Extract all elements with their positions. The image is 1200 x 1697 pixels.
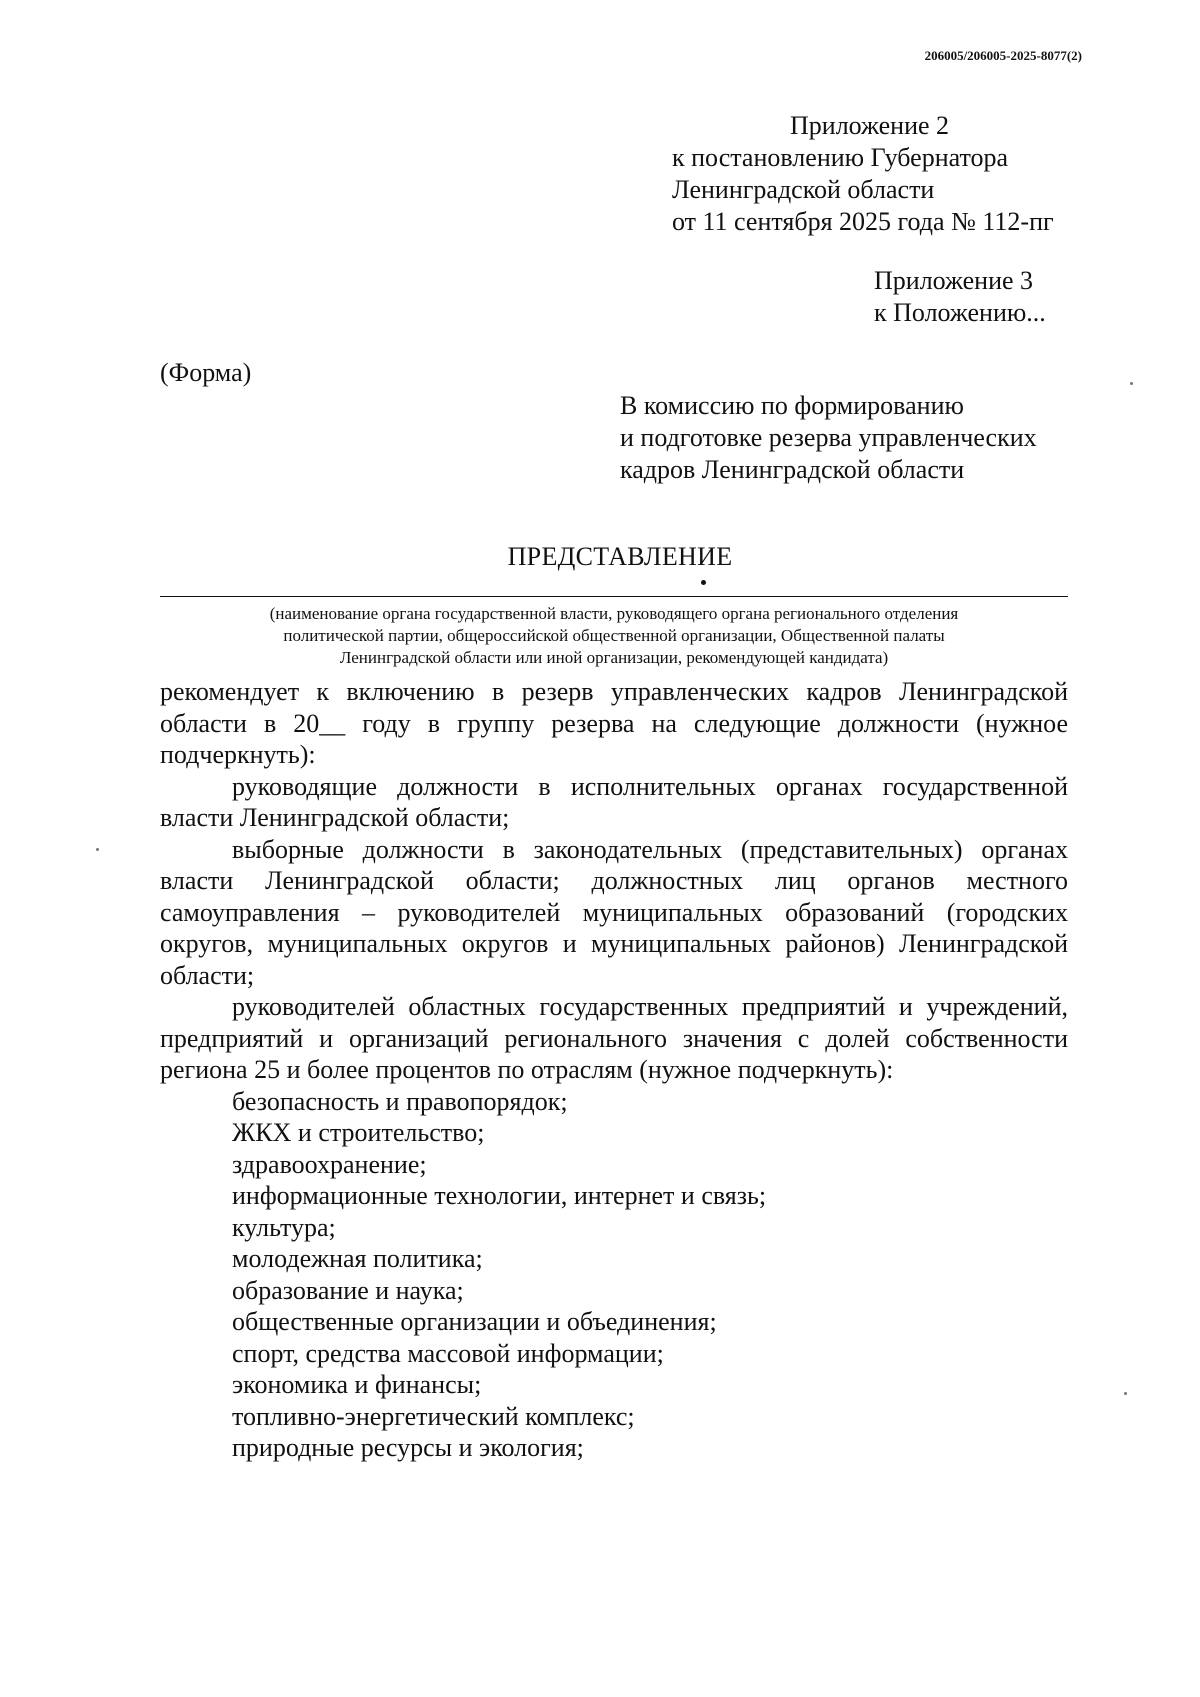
appendix-2-line: к постановлению Губернатора xyxy=(672,143,1009,172)
sector-item: спорт, средства массовой информации; xyxy=(232,1338,664,1368)
sector-item: ЖКХ и строительство; xyxy=(232,1118,485,1147)
scan-speck xyxy=(96,848,99,851)
document-title: ПРЕДСТАВЛЕНИЕ xyxy=(507,542,733,571)
sector-item: образование и наука; xyxy=(232,1275,464,1305)
sector-item: культура; xyxy=(232,1212,336,1242)
sector-item: здравоохранение; xyxy=(232,1149,427,1179)
form-label: (Форма) xyxy=(160,358,252,387)
sector-item: топливно-энергетический комплекс; xyxy=(232,1401,635,1431)
sector-item: общественные организации и объединения; xyxy=(232,1307,717,1336)
recipient-block xyxy=(620,390,1037,486)
appendix-3-title: Приложение 3 xyxy=(874,266,1034,295)
sector-item: информационные технологии, интернет и связь; xyxy=(232,1181,767,1210)
sector-item: безопасность и правопорядок; xyxy=(232,1086,568,1116)
blank-fill-line xyxy=(160,596,1068,597)
caption-line: политической партии, общероссийской общественной организации, Общественной палаты xyxy=(283,626,945,645)
sector-list xyxy=(160,1086,1068,1464)
appendix-3-block xyxy=(874,265,1046,329)
caption-line: Ленинградской области или иной организации, рекомендующей кандидата) xyxy=(339,648,889,667)
appendix-2-title: Приложение 2 xyxy=(790,111,950,140)
caption-line: (наименование органа государственной власти, руководящего органа регионального отделения xyxy=(269,604,959,623)
scan-speck xyxy=(1130,382,1133,385)
position-item: выборные должности в законодательных (представительных) органах власти Ленинградской области; должностных лиц органов местного самоуправления – руководителей муниципальных образований (городских округов, муниципальных округов и муниципальных районов) Ленинградской области; xyxy=(160,834,1068,990)
recipient-line: кадров Ленинградской области xyxy=(620,455,965,484)
appendix-2-line: Ленинградской области xyxy=(672,175,935,204)
ink-dot xyxy=(701,580,706,585)
document-body xyxy=(160,676,1068,1464)
intro-paragraph: рекомендует к включению в резерв управленческих кадров Ленинградской области в 20__ году в группу резерва на следующие должности (нужное подчеркнуть): xyxy=(160,677,1068,769)
blank-caption xyxy=(160,603,1068,669)
scan-speck xyxy=(1124,1392,1127,1395)
document-id: 206005/206005-2025-8077(2) xyxy=(924,48,1082,63)
sector-item: экономика и финансы; xyxy=(232,1370,482,1399)
appendix-3-line: к Положению... xyxy=(874,298,1046,327)
sector-item: природные ресурсы и экология; xyxy=(232,1433,584,1462)
recipient-line: и подготовке резерва управленческих xyxy=(620,423,1037,452)
recipient-line: В комиссию по формированию xyxy=(620,391,964,420)
appendix-2-date: от 11 сентября 2025 года № 112-пг xyxy=(672,207,1054,236)
position-item: руководителей областных государственных предприятий и учреждений, предприятий и организаций регионального значения с долей собственности региона 25 и более процентов по отраслям (нужное подчеркнуть): xyxy=(160,992,1068,1084)
sector-item: молодежная политика; xyxy=(232,1244,483,1273)
appendix-2-block xyxy=(672,110,1054,238)
position-item: руководящие должности в исполнительных органах государственной власти Ленинградской области; xyxy=(160,771,1068,832)
